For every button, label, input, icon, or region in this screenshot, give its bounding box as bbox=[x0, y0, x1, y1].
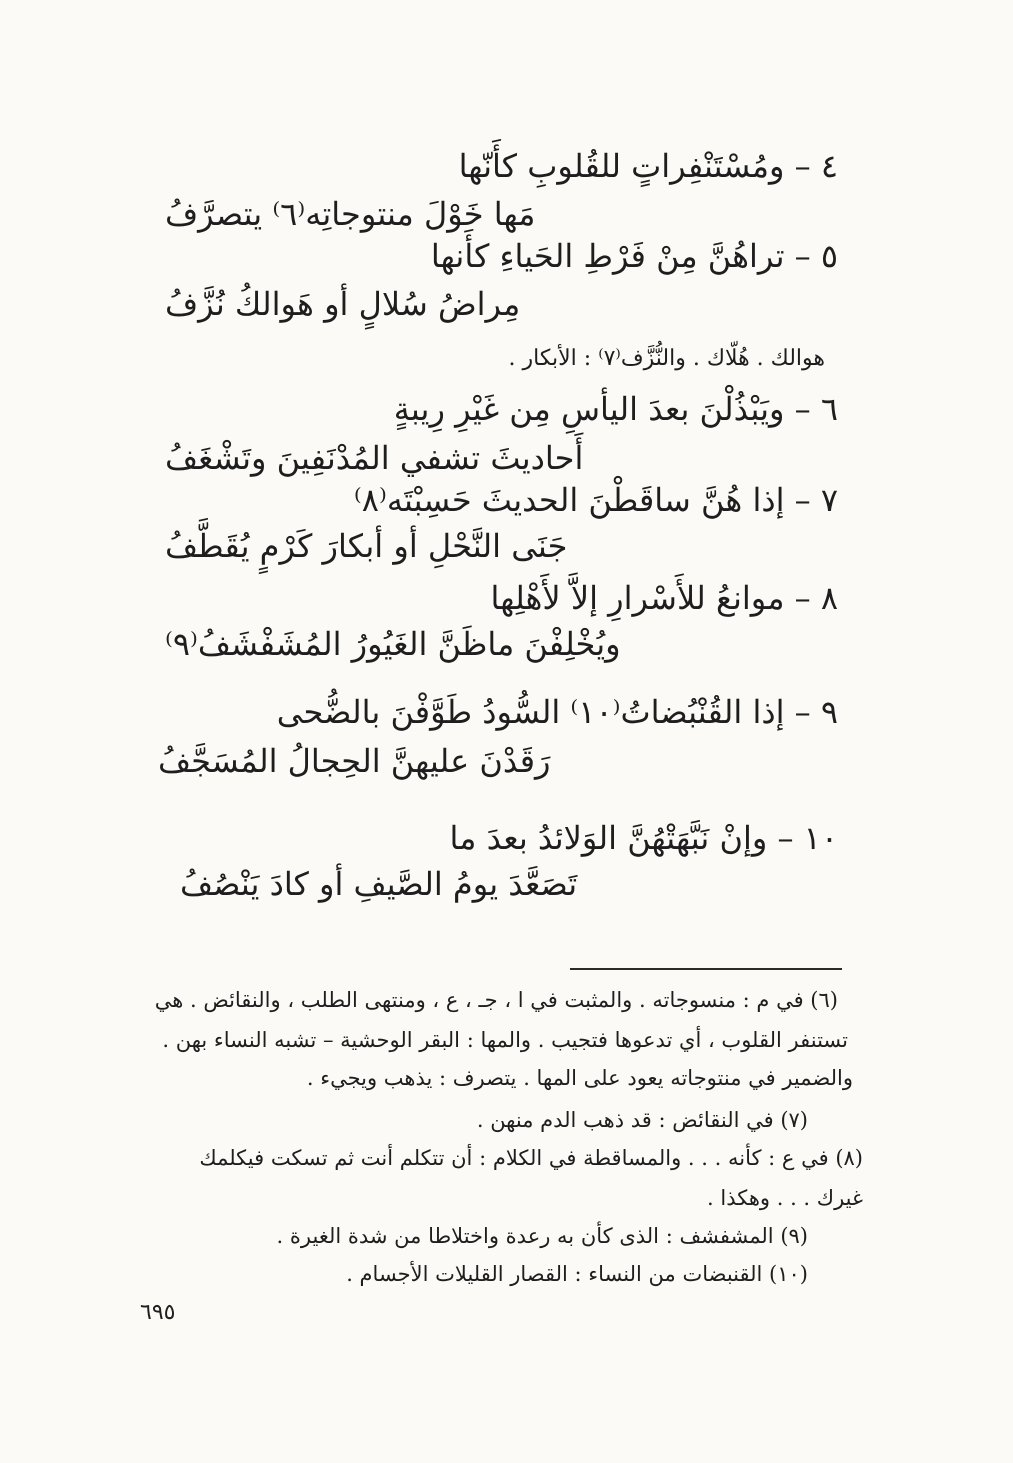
footnote-6-line-1: (٦) في م : منسوجاته . والمثبت في ا ، جـ ، ع ، ومنتهى الطلب ، والنقائض . هي bbox=[154, 988, 838, 1012]
footnote-9: (٩) المشفشف : الذى كأن به رعدة واختلاطا من شدة الغيرة . bbox=[276, 1224, 808, 1248]
footnote-8-line-1: (٨) في ع : كأنه . . . والمساقطة في الكلام : أن تتكلم أنت ثم تسكت فيكلمك bbox=[199, 1146, 863, 1170]
footnote-10: (١٠) القنبضات من النساء : القصار القليلات الأجسام . bbox=[346, 1262, 808, 1286]
verse-6-second-hemistich: أَحاديثَ تشفي المُدْنَفِينَ وتَشْغَفُ bbox=[165, 439, 584, 477]
footnote-6-line-3: والضمير في منتوجاته يعود على المها . يتصرف : يذهب ويجيء . bbox=[306, 1066, 853, 1090]
gloss-line: هوالك . هُلّاك . والنُّزَّف⁽٧⁾ : الأبكار . bbox=[508, 346, 825, 371]
footnote-7: (٧) في النقائض : قد ذهب الدم منهن . bbox=[476, 1108, 808, 1132]
verse-9-first-hemistich: ٩ – إذا القُنْبُضاتُ⁽١٠⁾ السُّودُ طَوَّفْنَ بالضُّحى bbox=[276, 693, 838, 731]
verse-10-second-hemistich: تَصَعَّدَ يومُ الصَّيفِ أو كادَ يَنْصُفُ bbox=[180, 865, 578, 903]
verse-4-second-hemistich: مَها خَوْلَ منتوجاتِه⁽٦⁾ يتصرَّفُ bbox=[165, 195, 536, 233]
verse-8-second-hemistich: ويُخْلِفْنَ ماظَنَّ الغَيُورُ المُشَفْشَفُ⁽٩⁾ bbox=[165, 625, 621, 663]
verse-7-second-hemistich: جَنَى النَّحْلِ أو أبكارَ كَرْمٍ يُقَطَّفُ bbox=[165, 527, 568, 565]
footnote-separator bbox=[570, 968, 842, 970]
verse-6-first-hemistich: ٦ – ويَبْذُلْنَ بعدَ اليأسِ مِن غَيْرِ رِيبةٍ bbox=[393, 390, 838, 428]
verse-9-second-hemistich: رَقَدْنَ عليهنَّ الحِجالُ المُسَجَّفُ bbox=[158, 742, 551, 780]
footnote-8-line-2: غيرك . . . وهكذا . bbox=[707, 1186, 863, 1210]
verse-7-first-hemistich: ٧ – إذا هُنَّ ساقَطْنَ الحديثَ حَسِبْتَه⁽٨⁾ bbox=[353, 481, 838, 519]
verse-10-first-hemistich: ١٠ – وإنْ نَبَّهَتْهُنَّ الوَلائدُ بعدَ ما bbox=[449, 819, 838, 857]
verse-4-first-hemistich: ٤ – ومُسْتَنْفِراتٍ للقُلوبِ كأَنّها bbox=[458, 147, 838, 185]
verse-8-first-hemistich: ٨ – موانعُ للأَسْرارِ إلاَّ لأَهْلِها bbox=[490, 579, 838, 617]
page-number: ٦٩٥ bbox=[140, 1300, 176, 1325]
footnote-6-line-2: تستنفر القلوب ، أي تدعوها فتجيب . والمها : البقر الوحشية – تشبه النساء بهن . bbox=[162, 1028, 848, 1052]
verse-5-second-hemistich: مِراضُ سُلالٍ أو هَوالكُ نُزَّفُ bbox=[165, 285, 521, 323]
verse-5-first-hemistich: ٥ – تراهُنَّ مِنْ فَرْطِ الحَياءِ كأَنها bbox=[430, 237, 838, 275]
